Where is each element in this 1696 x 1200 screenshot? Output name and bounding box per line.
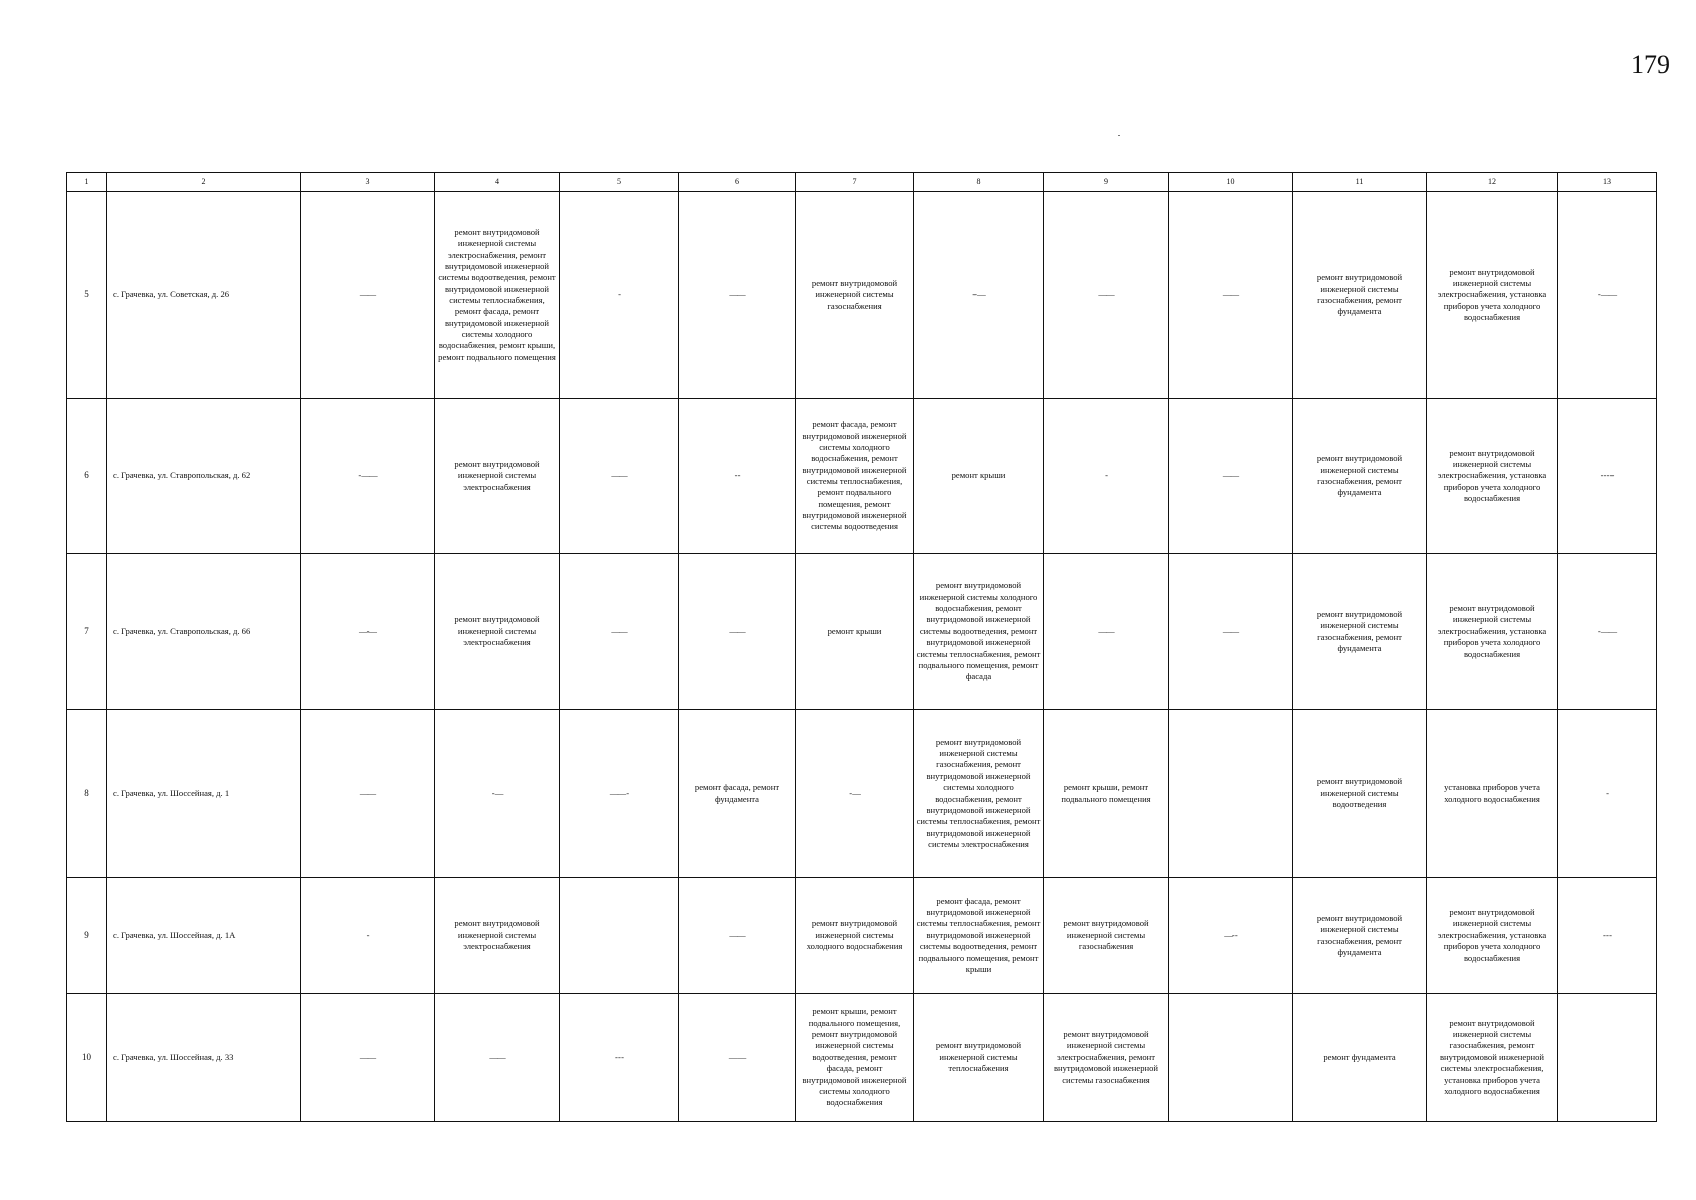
address-cell: с. Грачевка, ул. Ставропольская, д. 66 (107, 554, 301, 710)
table-row (67, 192, 1657, 399)
table-cell: - — (435, 710, 560, 878)
table-cell: ремонт внутридомовой инженерной системы газоснабжения (796, 192, 914, 399)
table-cell: ремонт внутридомовой инженерной системы холодного водоснабжения, ремонт внутридомовой инженерной системы водоотведения, ремонт внутридомовой инженерной системы теплоснабжения, ремонт подвального помещения, ремонт фасада (914, 554, 1044, 710)
table-row (67, 710, 1657, 878)
table-cell: - —— (301, 399, 435, 554)
table-cell: ремонт внутридомовой инженерной системы электроснабжения (435, 878, 560, 994)
table-cell: ремонт внутридомовой инженерной системы холодного водоснабжения (796, 878, 914, 994)
table-cell: - (301, 878, 435, 994)
table-cell: - —— (1558, 192, 1657, 399)
column-number-row (67, 173, 1657, 192)
column-number: 5 (560, 173, 679, 192)
table-cell: —— (679, 878, 796, 994)
table-cell: ремонт внутридомовой инженерной системы водоотведения (1293, 710, 1427, 878)
column-number: 3 (301, 173, 435, 192)
table-cell: ремонт внутридомовой инженерной системы электроснабжения, ремонт внутридомовой инженерной системы водоотведения, ремонт внутридомовой инженерной системы теплоснабжения, ремонт фасада, ремонт внутридомовой инженерной системы холодного водоснабжения, ремонт крыши, ремонт подвального помещения (435, 192, 560, 399)
table-cell: —— (301, 710, 435, 878)
table-cell: ремонт фундамента (1293, 994, 1427, 1122)
table-cell: установка приборов учета холодного водоснабжения (1427, 710, 1558, 878)
page-number: 179 (1631, 50, 1670, 79)
address-cell: с. Грачевка, ул. Шоссейная, д. 33 (107, 994, 301, 1122)
table-cell: —— (1044, 192, 1169, 399)
column-number: 6 (679, 173, 796, 192)
table-cell: ремонт фасада, ремонт внутридомовой инженерной системы теплоснабжения, ремонт внутридомовой инженерной системы водоотведения, ремонт подвального помещения, ремонт крыши (914, 878, 1044, 994)
table-cell: —— (1169, 399, 1293, 554)
table-cell: — — (679, 994, 796, 1122)
table-cell: —— (1044, 554, 1169, 710)
address-cell: с. Грачевка, ул. Шоссейная, д. 1А (107, 878, 301, 994)
table-cell: ремонт внутридомовой инженерной системы газоснабжения, ремонт фундамента (1293, 192, 1427, 399)
table-cell: ремонт внутридомовой инженерной системы газоснабжения, ремонт фундамента (1293, 878, 1427, 994)
table-row (67, 878, 1657, 994)
table-cell: ремонт крыши, ремонт подвального помещения (1044, 710, 1169, 878)
table-cell: —— (560, 554, 679, 710)
address-cell: с. Грачевка, ул. Шоссейная, д. 1 (107, 710, 301, 878)
column-number: 7 (796, 173, 914, 192)
table-cell: ремонт внутридомовой инженерной системы электроснабжения, установка приборов учета холодного водоснабжения (1427, 192, 1558, 399)
row-number: 9 (67, 878, 107, 994)
column-number: 1 (67, 173, 107, 192)
table-cell: ремонт внутридомовой инженерной системы газоснабжения, ремонт внутридомовой инженерной системы холодного водоснабжения, ремонт внутридомовой инженерной системы теплоснабжения, ремонт внутридомовой инженерной системы электроснабжения (914, 710, 1044, 878)
table-cell: —— (1169, 192, 1293, 399)
table-cell: -- — (914, 192, 1044, 399)
address-cell: с. Грачевка, ул. Ставропольская, д. 62 (107, 399, 301, 554)
table-cell: ремонт крыши, ремонт подвального помещения, ремонт внутридомовой инженерной системы водоотведения, ремонт фасада, ремонт внутридомовой инженерной системы холодного водоснабжения (796, 994, 914, 1122)
table-cell: —— - (560, 710, 679, 878)
table-cell: —— (301, 192, 435, 399)
table-cell: ремонт внутридомовой инженерной системы газоснабжения, ремонт внутридомовой инженерной системы электроснабжения, установка приборов учета холодного водоснабжения (1427, 994, 1558, 1122)
column-number: 10 (1169, 173, 1293, 192)
table-cell: - - (679, 399, 796, 554)
table-cell: ремонт фасада, ремонт внутридомовой инженерной системы холодного водоснабжения, ремонт внутридомовой инженерной системы теплоснабжения, ремонт подвального помещения, ремонт внутридомовой инженерной системы водоотведения (796, 399, 914, 554)
row-number: 10 (67, 994, 107, 1122)
table-cell: ремонт внутридомовой инженерной системы электроснабжения (435, 554, 560, 710)
table-cell: - - - (1558, 878, 1657, 994)
table-cell: —— (679, 554, 796, 710)
table-cell: ремонт внутридомовой инженерной системы газоснабжения (1044, 878, 1169, 994)
table-cell: —- - (1169, 878, 1293, 994)
column-number: 12 (1427, 173, 1558, 192)
table-cell: - (560, 192, 679, 399)
table-cell: —— (1169, 554, 1293, 710)
table-cell: ремонт внутридомовой инженерной системы газоснабжения, ремонт фундамента (1293, 554, 1427, 710)
table-row (67, 399, 1657, 554)
table-cell: - (1558, 710, 1657, 878)
scan-artifact (1118, 135, 1120, 136)
column-number: 11 (1293, 173, 1427, 192)
table-cell: —-— (301, 554, 435, 710)
repair-schedule-table (66, 172, 1657, 1122)
row-number: 8 (67, 710, 107, 878)
table-cell: ремонт фасада, ремонт фундамента (679, 710, 796, 878)
table-cell: ремонт внутридомовой инженерной системы газоснабжения, ремонт фундамента (1293, 399, 1427, 554)
row-number: 5 (67, 192, 107, 399)
table-cell: ремонт внутридомовой инженерной системы электроснабжения, ремонт внутридомовой инженерной системы газоснабжения (1044, 994, 1169, 1122)
table-cell: - - - (560, 994, 679, 1122)
table-cell: ремонт внутридомовой инженерной системы электроснабжения, установка приборов учета холодного водоснабжения (1427, 878, 1558, 994)
table-cell: ремонт внутридомовой инженерной системы теплоснабжения (914, 994, 1044, 1122)
table-cell: —— (679, 192, 796, 399)
table-cell (560, 878, 679, 994)
table-cell: —— (301, 994, 435, 1122)
table-row (67, 554, 1657, 710)
table-cell (1169, 710, 1293, 878)
column-number: 9 (1044, 173, 1169, 192)
column-number: 2 (107, 173, 301, 192)
table-cell: ремонт внутридомовой инженерной системы электроснабжения (435, 399, 560, 554)
address-cell: с. Грачевка, ул. Советская, д. 26 (107, 192, 301, 399)
table-cell: ремонт крыши (796, 554, 914, 710)
column-number: 4 (435, 173, 560, 192)
table-row (67, 994, 1657, 1122)
table-cell: ремонт внутридомовой инженерной системы электроснабжения, установка приборов учета холодного водоснабжения (1427, 399, 1558, 554)
table-cell: - (1044, 399, 1169, 554)
table-cell: ремонт крыши (914, 399, 1044, 554)
row-number: 7 (67, 554, 107, 710)
table-cell: - - - -- (1558, 399, 1657, 554)
table-cell (1558, 994, 1657, 1122)
table-cell: - — (796, 710, 914, 878)
column-number: 13 (1558, 173, 1657, 192)
table-cell: —— (435, 994, 560, 1122)
table-cell: ремонт внутридомовой инженерной системы электроснабжения, установка приборов учета холодного водоснабжения (1427, 554, 1558, 710)
table-cell (1169, 994, 1293, 1122)
table-cell: —— (560, 399, 679, 554)
column-number: 8 (914, 173, 1044, 192)
row-number: 6 (67, 399, 107, 554)
table-cell: - —— (1558, 554, 1657, 710)
